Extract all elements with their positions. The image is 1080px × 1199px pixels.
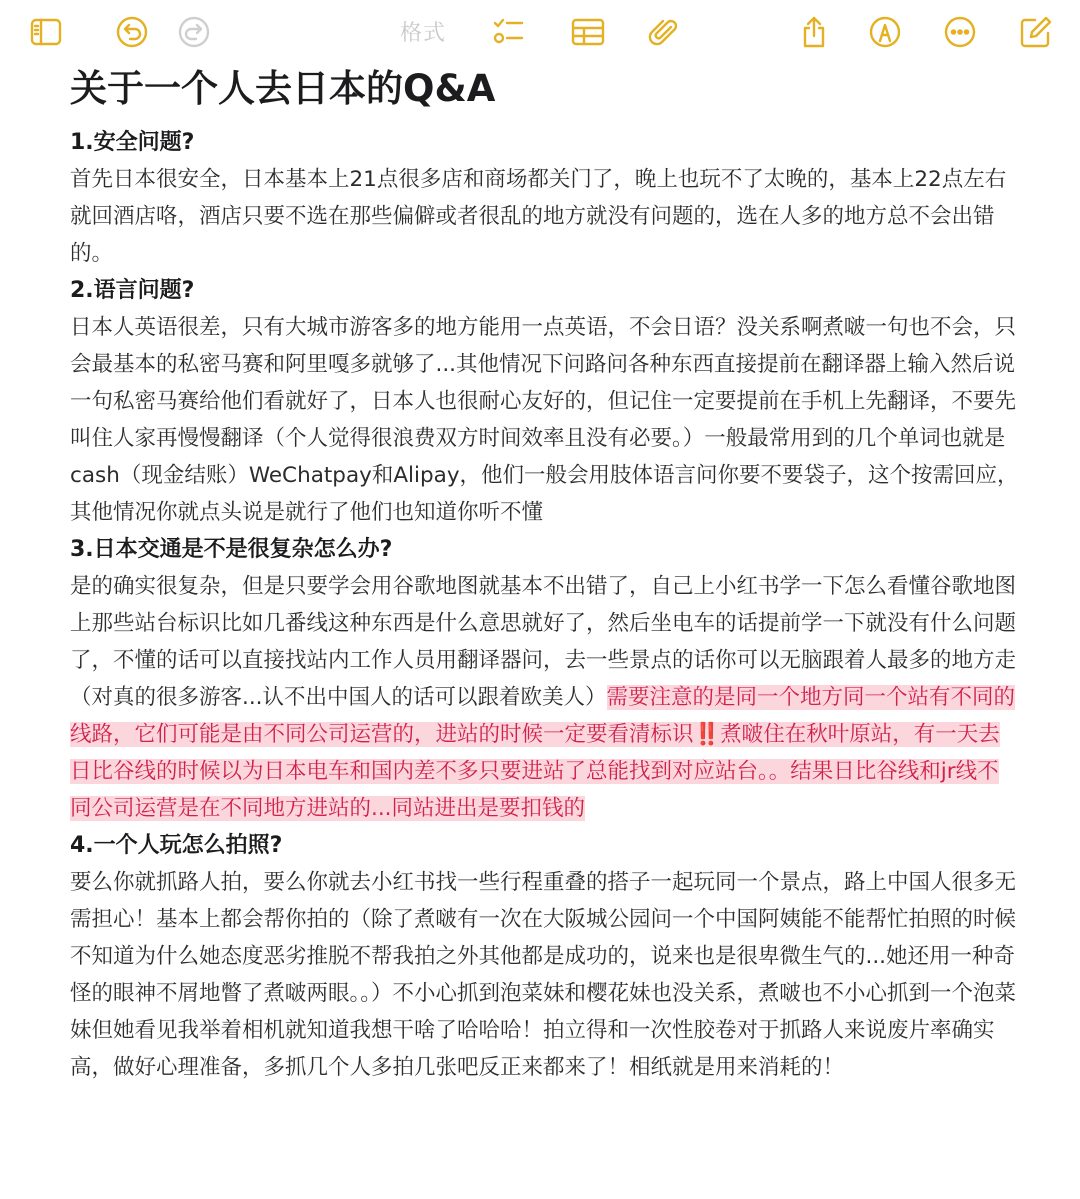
- table-icon[interactable]: [568, 12, 608, 52]
- section-body-transport: [70, 568, 1020, 827]
- sidebar-icon[interactable]: [26, 12, 66, 52]
- compose-icon[interactable]: [1016, 12, 1056, 52]
- more-icon[interactable]: [940, 12, 980, 52]
- section-heading-language: 2.语言问题?: [70, 278, 195, 303]
- section-body-language: 日本人英语很差，只有大城市游客多的地方能用一点英语，不会日语？没关系啊煮啵一句也不会，只会最基本的私密马赛和阿里嘎多就够了...其他情况下问路问各种东西直接提前在翻译器上输入然后说一句私密马赛给他们看就好了，日本人也很耐心友好的，但记住一定要提前在手机上先翻译，不要先叫住人家再慢慢翻译（个人觉得很浪费双方时间效率且没有必要。）一般最常用到的几个单词也就是cash（现金结账）WeChatpay和Alipay，他们一般会用肢体语言问你要不要袋子，这个按需回应，其他情况你就点头说是就行了他们也知道你听不懂: [70, 315, 1019, 525]
- section-heading-transport: 3.日本交通是不是很复杂怎么办?: [70, 537, 393, 562]
- section-heading-safety: 1.安全问题?: [70, 130, 195, 155]
- transport-body-text: 是的确实很复杂，但是只要学会用谷歌地图就基本不出错了，自己上小红书学一下怎么看懂谷歌地图上那些站台标识比如几番线这种东西是什么意思就好了，然后坐电车的话提前学一下就没有什么问题了，不懂的话可以直接找站内工作人员用翻译器问，去一些景点的话你可以无脑跟着人最多的地方走（对真的很多游客...认不出中国人的话可以跟着欧美人）: [70, 574, 1017, 710]
- checklist-icon[interactable]: [488, 12, 528, 52]
- highlighted-warning: 需要注意的是同一个地方同一个站有不同的线路，它们可能是由不同公司运营的，进站的时候一定要看清标识‼️煮啵住在秋叶原站，有一天去日比谷线的时候以为日本电车和国内差不多只要进站了总能找到对应站台。。结果日比谷线和jr线不同公司运营是在不同地方进站的...同站进出是要扣钱的: [70, 685, 1016, 821]
- format-button[interactable]: 格式: [400, 21, 447, 46]
- markup-pen-icon[interactable]: [865, 12, 905, 52]
- section-body-safety: 首先日本很安全，日本基本上21点很多店和商场都关门了，晚上也玩不了太晚的，基本上22点左右就回酒店咯，酒店只要不选在那些偏僻或者很乱的地方就没有问题的，选在人多的地方总不会出错的。: [70, 167, 1007, 266]
- section-heading-photos: 4.一个人玩怎么拍照?: [70, 833, 283, 858]
- share-icon[interactable]: [794, 12, 834, 52]
- toolbar: [0, 0, 1080, 64]
- redo-icon[interactable]: [174, 12, 214, 52]
- section-body-photos: 要么你就抓路人拍，要么你就去小红书找一些行程重叠的搭子一起玩同一个景点，路上中国人很多无需担心！基本上都会帮你拍的（除了煮啵有一次在大阪城公园问一个中国阿姨能不能帮忙拍照的时候不知道为什么她态度恶劣推脱不帮我拍之外其他都是成功的，说来也是很卑微生气的...她还用一种奇怪的眼神不屑地瞥了煮啵两眼。。）不小心抓到泡菜妹和樱花妹也没关系，煮啵也不小心抓到一个泡菜妹但她看见我举着相机就知道我想干啥了哈哈哈！拍立得和一次性胶卷对于抓路人来说废片率确实高，做好心理准备，多抓几个人多拍几张吧反正来都来了！相纸就是用来消耗的！: [70, 870, 1017, 1080]
- paperclip-icon[interactable]: [644, 12, 684, 52]
- undo-icon[interactable]: [112, 12, 152, 52]
- note-content[interactable]: [70, 66, 1020, 1086]
- note-title: 关于一个人去日本的Q&A: [70, 67, 496, 110]
